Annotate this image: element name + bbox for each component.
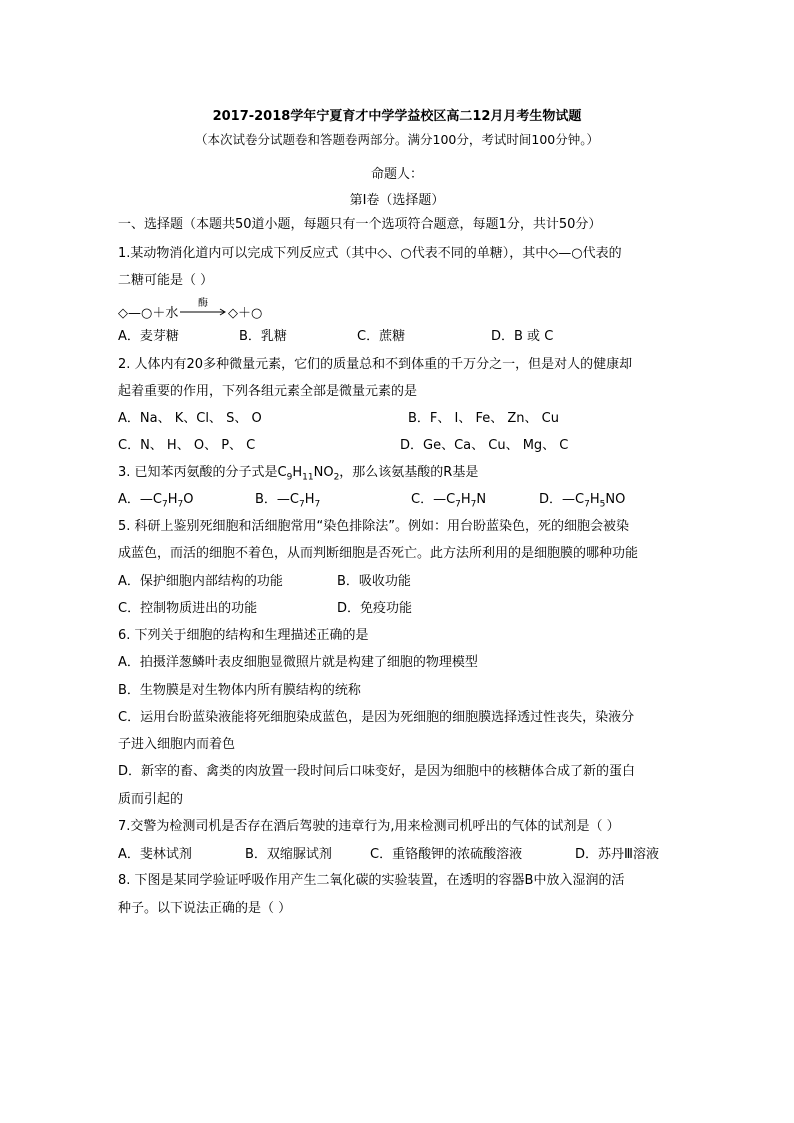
q1-eq-enzyme: 酶 xyxy=(198,298,208,309)
q3-option-a: A．$—C_7H_7O$ xyxy=(118,492,194,510)
q5-option-c: C．控制物质进出的功能 xyxy=(118,601,258,616)
section-heading: 第Ⅰ卷（选择题） xyxy=(349,193,445,208)
q7-option-a: A．斐林试剂 xyxy=(118,847,192,862)
q5-option-d: D．免疫功能 xyxy=(337,601,413,616)
q1-option-d: D．B 或 C xyxy=(491,329,554,344)
q1-stem-line2: 二糖可能是（ ） xyxy=(118,273,214,288)
author-line: 命题人： xyxy=(370,167,423,182)
q6-option-b: B．生物膜是对生物体内所有膜结构的统称 xyxy=(118,683,361,698)
q5-stem-line2: 成蓝色，而活的细胞不着色，从而判断细胞是否死亡。此方法所利用的是细胞膜的哪种功能 xyxy=(118,546,639,561)
q1-eq-left: ◇—○＋水 xyxy=(118,306,179,321)
q6-option-c-line1: C．运用台盼蓝染液能将死细胞染成蓝色，是因为死细胞的细胞膜选择透过性丧失，染液分 xyxy=(118,710,635,725)
q2-stem-line2: 起着重要的作用，下列各组元素全部是微量元素的是 xyxy=(118,384,418,399)
q8-stem-line1: 8. 下图是某同学验证呼吸作用产生二氧化碳的实验装置，在透明的容器B中放入湿润的活 xyxy=(118,873,625,888)
q7-option-b: B．双缩脲试剂 xyxy=(245,847,332,862)
q1-eq-right: ◇＋○ xyxy=(228,306,263,321)
q2-option-c: C．N、 H、 O、 P、 C xyxy=(118,438,256,453)
exam-note: （本次试卷分试题卷和答题卷两部分。满分100分，考试时间100分钟。） xyxy=(195,132,599,147)
q7-stem: 7.交警为检测司机是否存在酒后驾驶的违章行为,用来检测司机呼出的气体的试剂是（ ） xyxy=(118,819,620,834)
section-instructions: 一、选择题（本题共50道小题，每题只有一个选项符合题意，每题1分，共计50分） xyxy=(118,217,602,232)
q3-option-b: B．$—C_7H_7$ xyxy=(255,492,321,510)
q6-option-d-line2: 质而引起的 xyxy=(118,792,184,807)
q2-stem-line1: 2. 人体内有20多种微量元素，它们的质量总和不到体重的千万分之一，但是对人的健康却 xyxy=(118,357,633,372)
q3-option-c: C．$—C_7H_7N$ xyxy=(411,492,487,510)
q5-option-a: A．保护细胞内部结构的功能 xyxy=(118,574,283,589)
q1-stem-line1: 1.某动物消化道内可以完成下列反应式（其中◇、○代表不同的单糖），其中◇—○代表的 xyxy=(118,246,622,261)
q6-option-a: A．拍摄洋葱鳞叶表皮细胞显微照片就是构建了细胞的物理模型 xyxy=(118,655,478,670)
q1-option-a: A．麦芽糖 xyxy=(118,329,179,344)
q8-stem-line2: 种子。以下说法正确的是（ ） xyxy=(118,901,292,916)
page-title: 2017-2018学年宁夏育才中学学益校区高二12月月考生物试题 xyxy=(212,109,582,124)
q7-option-c: C．重铬酸钾的浓硫酸溶液 xyxy=(370,847,523,862)
reaction-arrow-icon xyxy=(180,308,228,316)
q6-option-c-line2: 子进入细胞内而着色 xyxy=(118,737,236,752)
q2-option-d: D．Ge、Ca、 Cu、 Mg、 C xyxy=(400,438,569,453)
q1-option-b: B．乳糖 xyxy=(239,329,287,344)
q3-stem: 3. 已知苯丙氨酸的分子式是$C_9H_{11}NO_2$，那么该氨基酸的R基是 xyxy=(118,465,479,483)
q3-option-d: D．$—C_7H_5NO$ xyxy=(539,492,626,510)
q2-option-a: A．Na、 K、Cl、 S、 O xyxy=(118,411,262,426)
q6-option-d-line1: D．新宰的畜、禽类的肉放置一段时间后口味变好，是因为细胞中的核糖体合成了新的蛋白 xyxy=(118,764,636,779)
q5-option-b: B．吸收功能 xyxy=(337,574,411,589)
q5-stem-line1: 5. 科研上鉴别死细胞和活细胞常用“染色排除法”。例如：用台盼蓝染色，死的细胞会被染 xyxy=(118,519,630,534)
q6-stem: 6. 下列关于细胞的结构和生理描述正确的是 xyxy=(118,628,369,643)
q2-option-b: B．F、 I、 Fe、 Zn、 Cu xyxy=(408,411,559,426)
q7-option-d: D．苏丹Ⅲ溶液 xyxy=(575,847,659,862)
q1-option-c: C．蔗糖 xyxy=(357,329,406,344)
